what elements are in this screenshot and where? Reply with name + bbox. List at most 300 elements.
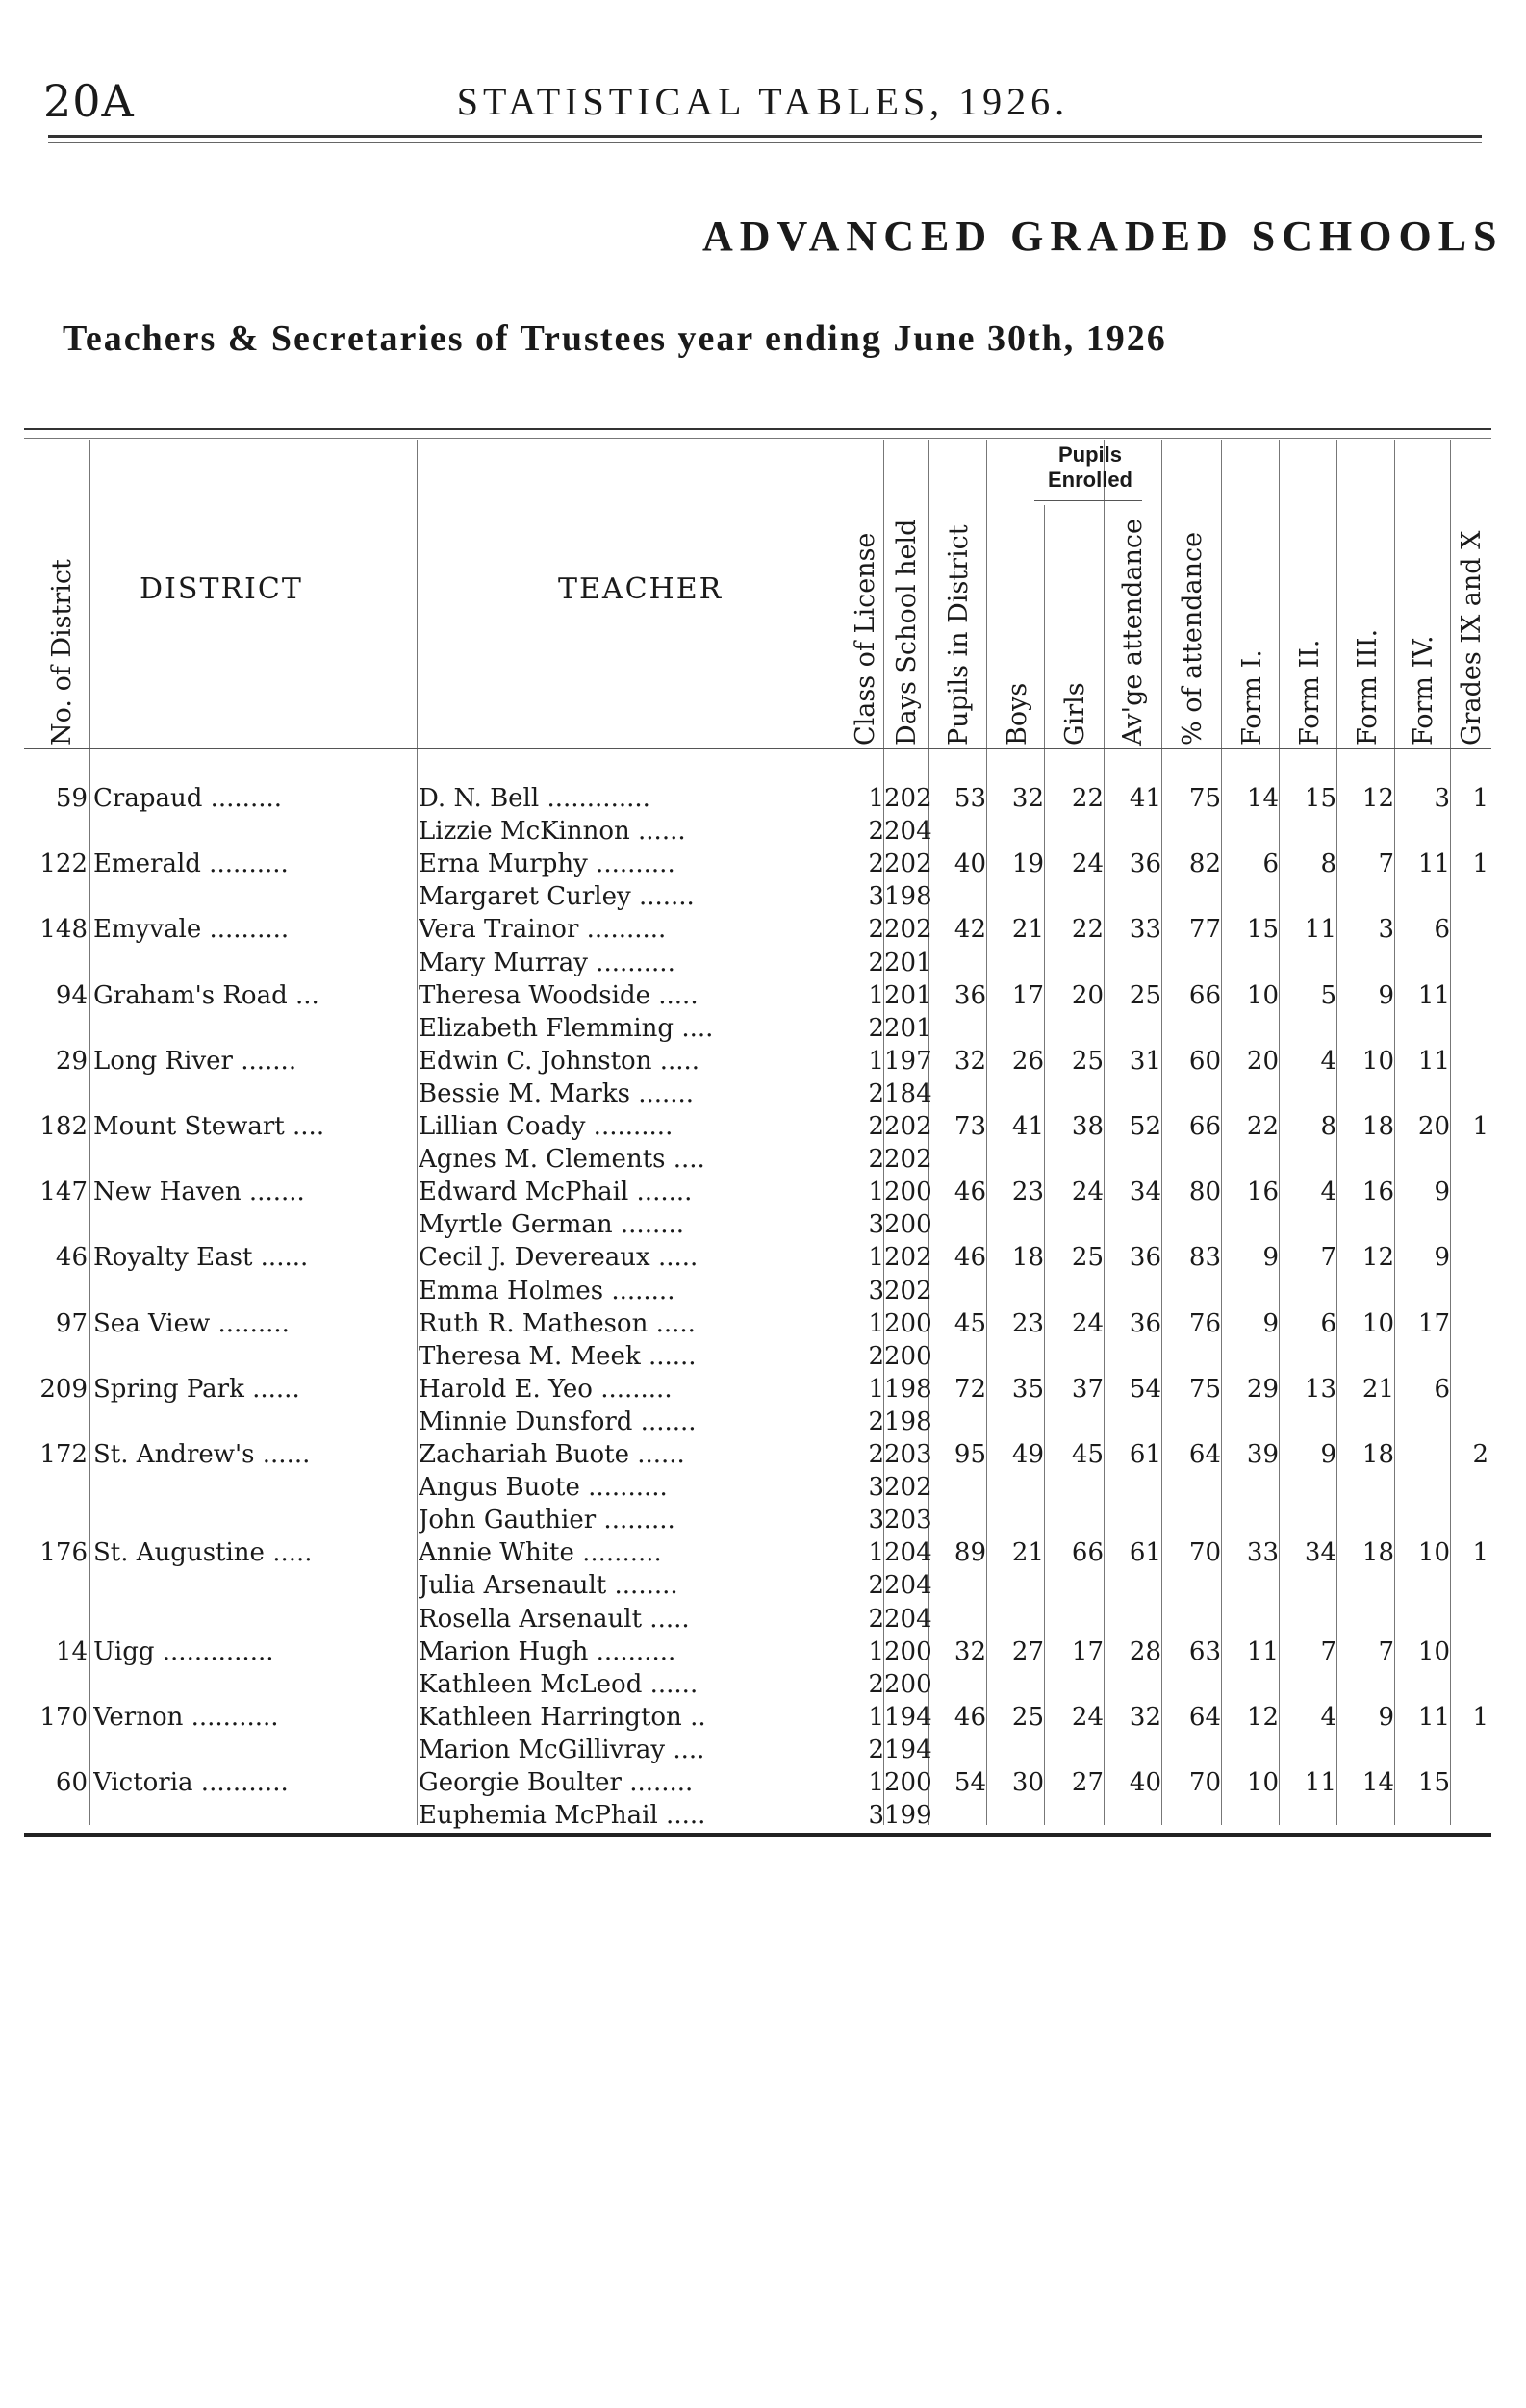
cell-no: 46: [55, 1243, 88, 1273]
header-girls: Girls: [1060, 682, 1090, 746]
cell-cls: 2: [868, 948, 884, 977]
cell-teacher: Georgie Boulter ........: [419, 1768, 694, 1797]
cell-f4: 9: [1434, 1178, 1450, 1207]
cell-f4: 11: [1417, 849, 1450, 879]
cell-district: Sea View .........: [93, 1308, 290, 1338]
cell-f4: 11: [1417, 1702, 1450, 1732]
table-row: [24, 1012, 1491, 1045]
table-row: [24, 815, 1491, 848]
cell-teacher: Erna Murphy ..........: [419, 849, 675, 879]
cell-pct: 70: [1188, 1768, 1221, 1797]
header-grades-9-10: Grades IX and X: [1457, 530, 1487, 746]
table-row: [24, 979, 1491, 1012]
cell-pupils: 72: [954, 1374, 986, 1404]
cell-f2: 8: [1320, 849, 1336, 879]
header-form-3: Form III.: [1353, 628, 1383, 746]
cell-pupils: 46: [954, 1702, 986, 1732]
cell-f4: 15: [1417, 1768, 1450, 1797]
cell-pupils: 46: [954, 1178, 986, 1207]
cell-days: 200: [884, 1636, 932, 1666]
cell-avg: 25: [1129, 980, 1161, 1010]
cell-cls: 2: [868, 1571, 884, 1601]
cell-girls: 22: [1071, 784, 1104, 813]
cell-teacher: Vera Trainor ..........: [419, 915, 667, 945]
cell-days: 198: [884, 1374, 932, 1404]
cell-pct: 70: [1188, 1538, 1221, 1568]
cell-cls: 2: [868, 849, 884, 879]
cell-cls: 1: [868, 1702, 884, 1732]
cell-pct: 75: [1188, 1374, 1221, 1404]
table-row: [24, 913, 1491, 946]
cell-pct: 83: [1188, 1243, 1221, 1273]
cell-teacher: Zachariah Buote ......: [419, 1440, 685, 1469]
cell-f3: 21: [1361, 1374, 1394, 1404]
cell-f4: 6: [1434, 1374, 1450, 1404]
cell-teacher: Theresa Woodside .....: [419, 980, 699, 1010]
cell-f1: 22: [1246, 1112, 1279, 1141]
cell-pct: 60: [1188, 1046, 1221, 1076]
cell-cls: 2: [868, 1735, 884, 1764]
cell-pct: 80: [1188, 1178, 1221, 1207]
cell-district: Mount Stewart ....: [93, 1112, 325, 1141]
cell-f3: 12: [1361, 784, 1394, 813]
table-row: [24, 1340, 1491, 1373]
cell-f2: 7: [1320, 1636, 1336, 1666]
cell-f2: 15: [1304, 784, 1336, 813]
table-row: [24, 1077, 1491, 1110]
cell-f3: 3: [1378, 915, 1394, 945]
cell-cls: 3: [868, 882, 884, 912]
cell-f1: 33: [1246, 1538, 1279, 1568]
cell-cls: 3: [868, 1506, 884, 1535]
cell-days: 200: [884, 1768, 932, 1797]
cell-days: 202: [884, 1145, 932, 1175]
header-rule-thin: [48, 142, 1482, 143]
cell-cls: 3: [868, 1276, 884, 1305]
cell-f3: 12: [1361, 1243, 1394, 1273]
cell-cls: 1: [868, 1768, 884, 1797]
cell-pct: 66: [1188, 1112, 1221, 1141]
cell-cls: 2: [868, 1078, 884, 1108]
cell-g9: 2: [1472, 1440, 1488, 1469]
cell-teacher: Marion Hugh ..........: [419, 1636, 676, 1666]
cell-girls: 66: [1071, 1538, 1104, 1568]
cell-days: 204: [884, 1604, 932, 1634]
cell-avg: 61: [1129, 1538, 1161, 1568]
cell-days: 198: [884, 882, 932, 912]
cell-f2: 5: [1320, 980, 1336, 1010]
cell-no: 170: [39, 1702, 88, 1732]
cell-f2: 13: [1304, 1374, 1336, 1404]
table-row: [24, 1241, 1491, 1274]
cell-days: 204: [884, 817, 932, 847]
table-top-rule: [24, 428, 1491, 430]
cell-district: Royalty East ......: [93, 1243, 309, 1273]
cell-no: 209: [39, 1374, 88, 1404]
table-row: [24, 848, 1491, 880]
header-form-2: Form II.: [1295, 639, 1325, 746]
cell-days: 194: [884, 1735, 932, 1764]
cell-no: 14: [55, 1636, 88, 1666]
cell-g9: 1: [1472, 1538, 1488, 1568]
cell-teacher: Bessie M. Marks .......: [419, 1078, 695, 1108]
cell-girls: 37: [1071, 1374, 1104, 1404]
cell-district: Emerald ..........: [93, 849, 289, 879]
cell-days: 201: [884, 948, 932, 977]
cell-f2: 7: [1320, 1243, 1336, 1273]
table-row: [24, 947, 1491, 979]
cell-pupils: 89: [954, 1538, 986, 1568]
cell-cls: 1: [868, 1538, 884, 1568]
cell-district: Uigg ..............: [93, 1636, 274, 1666]
cell-f4: 10: [1417, 1538, 1450, 1568]
cell-f1: 12: [1246, 1702, 1279, 1732]
header-boys: Boys: [1003, 682, 1032, 746]
cell-cls: 1: [868, 1636, 884, 1666]
cell-pupils: 42: [954, 915, 986, 945]
cell-boys: 19: [1011, 849, 1044, 879]
cell-no: 172: [39, 1440, 88, 1469]
table-row: [24, 1536, 1491, 1569]
cell-f4: 10: [1417, 1636, 1450, 1666]
cell-avg: 31: [1129, 1046, 1161, 1076]
cell-cls: 3: [868, 1801, 884, 1831]
cell-cls: 1: [868, 980, 884, 1010]
table-row: [24, 880, 1491, 913]
cell-girls: 24: [1071, 1702, 1104, 1732]
cell-district: Crapaud .........: [93, 784, 283, 813]
cell-cls: 1: [868, 1243, 884, 1273]
cell-girls: 45: [1071, 1440, 1104, 1469]
cell-teacher: Cecil J. Devereaux .....: [419, 1243, 699, 1273]
cell-f1: 10: [1246, 1768, 1279, 1797]
cell-cls: 2: [868, 1669, 884, 1699]
cell-pct: 63: [1188, 1636, 1221, 1666]
enrolled-rule: [1034, 500, 1142, 501]
cell-avg: 32: [1129, 1702, 1161, 1732]
cell-pct: 75: [1188, 784, 1221, 813]
cell-boys: 49: [1011, 1440, 1044, 1469]
cell-f2: 8: [1320, 1112, 1336, 1141]
cell-boys: 30: [1011, 1768, 1044, 1797]
cell-f2: 4: [1320, 1702, 1336, 1732]
cell-teacher: Edward McPhail .......: [419, 1178, 693, 1207]
cell-pct: 64: [1188, 1440, 1221, 1469]
cell-pupils: 45: [954, 1308, 986, 1338]
header-rule: [24, 748, 1491, 749]
cell-f4: 17: [1417, 1308, 1450, 1338]
cell-pupils: 95: [954, 1440, 986, 1469]
cell-f3: 16: [1361, 1178, 1394, 1207]
cell-f3: 10: [1361, 1046, 1394, 1076]
table-row: [24, 1471, 1491, 1504]
table-row: [24, 1701, 1491, 1734]
cell-g9: 1: [1472, 784, 1488, 813]
cell-f3: 18: [1361, 1112, 1394, 1141]
cell-days: 194: [884, 1702, 932, 1732]
header-avg-attendance: Av'ge attendance: [1118, 519, 1148, 746]
cell-f1: 9: [1262, 1243, 1279, 1273]
cell-teacher: Lillian Coady ..........: [419, 1112, 674, 1141]
cell-teacher: Margaret Curley .......: [419, 882, 695, 912]
cell-no: 97: [55, 1308, 88, 1338]
cell-days: 199: [884, 1801, 932, 1831]
cell-f1: 11: [1246, 1636, 1279, 1666]
cell-pct: 64: [1188, 1702, 1221, 1732]
cell-teacher: Kathleen McLeod ......: [419, 1669, 699, 1699]
cell-avg: 34: [1129, 1178, 1161, 1207]
cell-avg: 36: [1129, 1308, 1161, 1338]
cell-days: 204: [884, 1571, 932, 1601]
cell-avg: 28: [1129, 1636, 1161, 1666]
cell-no: 182: [39, 1112, 88, 1141]
cell-teacher: Theresa M. Meek ......: [419, 1341, 697, 1371]
cell-boys: 32: [1011, 784, 1044, 813]
cell-days: 201: [884, 980, 932, 1010]
table-row: [24, 1176, 1491, 1208]
cell-cls: 1: [868, 1046, 884, 1076]
table-row: [24, 1734, 1491, 1766]
cell-girls: 24: [1071, 1308, 1104, 1338]
table-row: [24, 1569, 1491, 1602]
cell-days: 200: [884, 1178, 932, 1207]
cell-days: 198: [884, 1407, 932, 1436]
cell-f4: 6: [1434, 915, 1450, 945]
cell-avg: 36: [1129, 1243, 1161, 1273]
cell-teacher: Elizabeth Flemming ....: [419, 1013, 714, 1043]
cell-days: 202: [884, 849, 932, 879]
cell-f1: 16: [1246, 1178, 1279, 1207]
cell-boys: 23: [1011, 1178, 1044, 1207]
cell-avg: 36: [1129, 849, 1161, 879]
cell-days: 202: [884, 1473, 932, 1503]
table-row: [24, 1307, 1491, 1340]
header-form-4: Form IV.: [1409, 635, 1438, 746]
header-pupils-in-district: Pupils in District: [944, 524, 974, 746]
cell-f3: 9: [1378, 980, 1394, 1010]
cell-f3: 9: [1378, 1702, 1394, 1732]
cell-district: Emyvale ..........: [93, 915, 290, 945]
cell-district: Spring Park ......: [93, 1374, 300, 1404]
cell-teacher: Mary Murray ..........: [419, 948, 675, 977]
cell-pupils: 46: [954, 1243, 986, 1273]
cell-cls: 2: [868, 1013, 884, 1043]
cell-days: 202: [884, 1276, 932, 1305]
table-row: [24, 782, 1491, 815]
cell-pupils: 32: [954, 1046, 986, 1076]
table-row: [24, 1110, 1491, 1143]
table-row: [24, 1438, 1491, 1471]
cell-days: 200: [884, 1669, 932, 1699]
cell-avg: 41: [1129, 784, 1161, 813]
cell-pupils: 40: [954, 849, 986, 879]
table-row: [24, 1635, 1491, 1668]
table-row: [24, 1603, 1491, 1635]
cell-days: 197: [884, 1046, 932, 1076]
cell-boys: 18: [1011, 1243, 1044, 1273]
cell-teacher: Ruth R. Matheson .....: [419, 1308, 696, 1338]
cell-cls: 3: [868, 1473, 884, 1503]
cell-district: St. Andrew's ......: [93, 1440, 311, 1469]
table-row: [24, 1373, 1491, 1406]
cell-avg: 52: [1129, 1112, 1161, 1141]
cell-cls: 2: [868, 1341, 884, 1371]
cell-days: 202: [884, 1243, 932, 1273]
cell-days: 200: [884, 1210, 932, 1240]
cell-cls: 2: [868, 1112, 884, 1141]
cell-boys: 26: [1011, 1046, 1044, 1076]
cell-no: 148: [39, 915, 88, 945]
cell-girls: 25: [1071, 1046, 1104, 1076]
cell-avg: 61: [1129, 1440, 1161, 1469]
cell-f4: 11: [1417, 1046, 1450, 1076]
header-pct-attendance: % of attendance: [1178, 531, 1208, 746]
table-bottom-rule: [24, 1833, 1491, 1837]
cell-boys: 35: [1011, 1374, 1044, 1404]
cell-no: 94: [55, 980, 88, 1010]
cell-days: 203: [884, 1506, 932, 1535]
cell-f1: 10: [1246, 980, 1279, 1010]
cell-district: Graham's Road ...: [93, 980, 319, 1010]
cell-cls: 1: [868, 1374, 884, 1404]
page-subtitle: Teachers & Secretaries of Trustees year ending June 30th, 1926: [63, 318, 1167, 359]
running-head: STATISTICAL TABLES, 1926.: [456, 80, 1070, 123]
header-rule: [48, 135, 1482, 138]
cell-teacher: John Gauthier .........: [419, 1506, 675, 1535]
cell-teacher: Edwin C. Johnston .....: [419, 1046, 700, 1076]
cell-girls: 22: [1071, 915, 1104, 945]
cell-f1: 39: [1246, 1440, 1279, 1469]
cell-teacher: Euphemia McPhail .....: [419, 1801, 706, 1831]
cell-boys: 17: [1011, 980, 1044, 1010]
cell-district: Victoria ...........: [93, 1768, 289, 1797]
cell-teacher: Rosella Arsenault .....: [419, 1604, 690, 1634]
cell-days: 204: [884, 1538, 932, 1568]
cell-days: 202: [884, 1112, 932, 1141]
cell-days: 203: [884, 1440, 932, 1469]
cell-no: 147: [39, 1178, 88, 1207]
table-row: [24, 1406, 1491, 1438]
cell-district: Vernon ...........: [93, 1702, 279, 1732]
cell-teacher: Lizzie McKinnon ......: [419, 817, 686, 847]
cell-avg: 40: [1129, 1768, 1161, 1797]
cell-teacher: Marion McGillivray ....: [419, 1735, 705, 1764]
cell-boys: 21: [1011, 915, 1044, 945]
header-days-school-held: Days School held: [892, 519, 922, 746]
cell-f4: 3: [1434, 784, 1450, 813]
cell-f2: 9: [1320, 1440, 1336, 1469]
cell-days: 200: [884, 1341, 932, 1371]
page-number: 20A: [43, 75, 135, 127]
cell-pupils: 54: [954, 1768, 986, 1797]
cell-f1: 20: [1246, 1046, 1279, 1076]
cell-f2: 6: [1320, 1308, 1336, 1338]
cell-g9: 1: [1472, 849, 1488, 879]
header-district: DISTRICT: [140, 572, 303, 606]
cell-cls: 1: [868, 1178, 884, 1207]
cell-f3: 7: [1378, 849, 1394, 879]
cell-f2: 11: [1304, 915, 1336, 945]
cell-girls: 38: [1071, 1112, 1104, 1141]
cell-f1: 14: [1246, 784, 1279, 813]
cell-teacher: Myrtle German ........: [419, 1210, 685, 1240]
cell-teacher: Annie White ..........: [419, 1538, 662, 1568]
table-row: [24, 1668, 1491, 1701]
cell-pct: 76: [1188, 1308, 1221, 1338]
table-row: [24, 1275, 1491, 1307]
cell-cls: 2: [868, 915, 884, 945]
cell-cls: 2: [868, 1440, 884, 1469]
cell-f3: 14: [1361, 1768, 1394, 1797]
cell-f3: 10: [1361, 1308, 1394, 1338]
cell-pct: 77: [1188, 915, 1221, 945]
cell-cls: 2: [868, 817, 884, 847]
cell-teacher: Angus Buote ..........: [419, 1473, 668, 1503]
cell-cls: 2: [868, 1604, 884, 1634]
table-row: [24, 1799, 1491, 1832]
cell-teacher: D. N. Bell .............: [419, 784, 650, 813]
cell-f1: 9: [1262, 1308, 1279, 1338]
cell-g9: 1: [1472, 1702, 1488, 1732]
cell-teacher: Agnes M. Clements ....: [419, 1145, 705, 1175]
cell-f3: 18: [1361, 1538, 1394, 1568]
cell-days: 202: [884, 915, 932, 945]
header-pupils-enrolled: Pupils Enrolled: [1047, 443, 1132, 492]
cell-boys: 21: [1011, 1538, 1044, 1568]
cell-teacher: Julia Arsenault ........: [419, 1571, 678, 1601]
cell-f3: 18: [1361, 1440, 1394, 1469]
cell-pupils: 73: [954, 1112, 986, 1141]
cell-girls: 17: [1071, 1636, 1104, 1666]
cell-days: 184: [884, 1078, 932, 1108]
cell-teacher: Kathleen Harrington ..: [419, 1702, 706, 1732]
cell-pupils: 53: [954, 784, 986, 813]
cell-pupils: 36: [954, 980, 986, 1010]
cell-cls: 2: [868, 1407, 884, 1436]
cell-district: New Haven .......: [93, 1178, 305, 1207]
cell-days: 201: [884, 1013, 932, 1043]
table-row: [24, 1045, 1491, 1077]
cell-f1: 15: [1246, 915, 1279, 945]
header-no-of-district: No. of District: [47, 559, 77, 746]
cell-teacher: Harold E. Yeo .........: [419, 1374, 673, 1404]
cell-teacher: Minnie Dunsford .......: [419, 1407, 697, 1436]
cell-avg: 33: [1129, 915, 1161, 945]
cell-no: 29: [55, 1046, 88, 1076]
cell-f2: 34: [1304, 1538, 1336, 1568]
cell-girls: 20: [1071, 980, 1104, 1010]
cell-f1: 6: [1262, 849, 1279, 879]
cell-boys: 25: [1011, 1702, 1044, 1732]
cell-f2: 4: [1320, 1178, 1336, 1207]
cell-district: Long River .......: [93, 1046, 297, 1076]
cell-cls: 2: [868, 1145, 884, 1175]
statistics-table: [24, 428, 1491, 1838]
table-row: [24, 1766, 1491, 1799]
cell-f4: 20: [1417, 1112, 1450, 1141]
cell-district: St. Augustine .....: [93, 1538, 313, 1568]
cell-g9: 1: [1472, 1112, 1488, 1141]
table-top-rule-thin: [24, 438, 1491, 439]
cell-boys: 41: [1011, 1112, 1044, 1141]
cell-cls: 3: [868, 1210, 884, 1240]
table-row: [24, 1143, 1491, 1176]
cell-f2: 4: [1320, 1046, 1336, 1076]
cell-boys: 23: [1011, 1308, 1044, 1338]
cell-days: 202: [884, 784, 932, 813]
header-teacher: TEACHER: [558, 572, 724, 606]
header-form-1: Form I.: [1237, 649, 1267, 746]
